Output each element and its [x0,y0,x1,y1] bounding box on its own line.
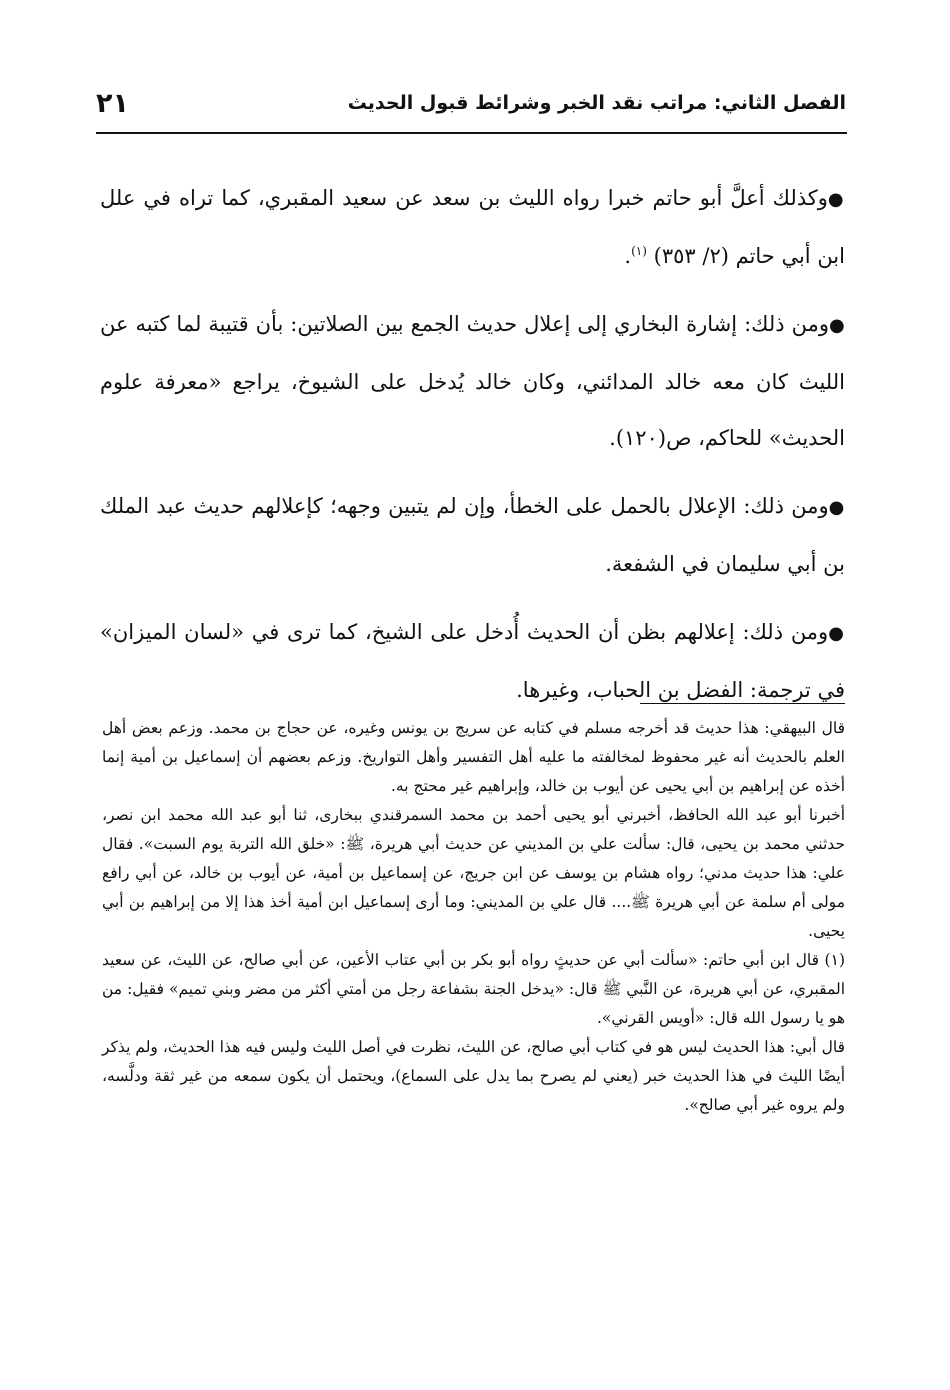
footnote-separator [640,703,845,704]
footnote-paragraph: قال البيهقي: هذا حديث قد أخرجه مسلم في كتابه عن سريج بن يونس وغيره، عن حجاج بن محمد. وزعم بعض أهل العلم بالحديث أنه غير محفوظ لمخالفته ما عليه أهل التفسير وأهل التواريخ. وزعم بعضهم أن إسماعيل بن أمية إنما أخذه عن إبراهيم بن أبي يحيى عن أيوب بن خالد، وإبراهيم غير محتج به. [102,719,845,795]
bullet-icon: ● [828,315,845,336]
bullet-icon: ● [827,189,845,210]
footnote-paragraph: قال أبي: هذا الحديث ليس هو في كتاب أبي صالح، عن الليث، نظرت في أصل الليث وليس فيه هذا الحديث، ولم يذكر أيضًا الليث في هذا الحديث خبر (يعني لم يصرح بما يدل على السماع)، ويحتمل أن يكون سمعه من غير ثقة ودلَّسه، ولم يروه غير أبي صالح». [102,1038,845,1114]
paragraph [100,296,845,466]
paragraph [100,478,845,592]
paragraph-text: ومن ذلك: الإعلال بالحمل على الخطأ، وإن لم يتبين وجهه؛ كإعلالهم حديث عبد الملك بن أبي سليمان في الشفعة. [100,494,845,576]
paragraph-text: ومن ذلك: إعلالهم بظن أن الحديث أُدخل على الشيخ، كما ترى في «لسان الميزان» في ترجمة: الفضل بن الحباب، وغيرها. [100,620,845,702]
paragraph-text: وكذلك أعلَّ أبو حاتم خبرا رواه الليث بن سعد عن سعيد المقبري، كما تراه في علل ابن أبي حاتم (٢/ ٣٥٣) [100,186,845,268]
bullet-icon: ● [828,623,845,644]
footnote-paragraph: أخبرنا أبو عبد الله الحافظ، أخبرني أبو يحيى أحمد بن محمد السمرقندي ببخارى، ثنا أبو عبد الله محمد ابن نصر، حدثني محمد بن يحيى، قال: سألت علي بن المديني عن حديث أبي هريرة، ﷺ: «خلق الله التربة يوم السبت». فقال علي: هذا حديث مدني؛ رواه هشام بن يوسف عن ابن جريج، عن إسماعيل بن أمية، عن أيوب بن خالد، عن أبي رافع مولى أم سلمة عن أبي هريرة ﷺ.... قال علي بن المديني: وما أرى إسماعيل ابن أمية أخذ هذا إلا من إبراهيم بن أبي يحيى. [102,806,845,940]
paragraph [100,170,845,284]
main-text [100,170,845,730]
chapter-title: الفصل الثاني: مراتب نقد الخبر وشرائط قبول الحديث [347,92,846,114]
header-divider [96,132,847,134]
footnotes [102,714,845,1120]
footnote-paragraph: (١) قال ابن أبي حاتم: «سألت أبي عن حديثٍ رواه أبو بكر بن أبي عتاب الأعين، عن أبي صالح، عن الليث، عن سعيد المقبري، عن أبي هريرة، عن النَّبي ﷺ قال: «يدخل الجنة بشفاعة رجل من أمتي أكثر من مضر وبني تميم» فقيل: من هو يا رسول الله قال: «أويس القرني». [102,951,845,1027]
bullet-icon: ● [828,497,845,518]
paragraph-end: . [624,244,632,268]
paragraph-text: ومن ذلك: إشارة البخاري إلى إعلال حديث الجمع بين الصلاتين: بأن قتيبة لما كتبه عن الليث كان معه خالد المدائني، وكان خالد يُدخل على الشيوخ، يراجع «معرفة علوم الحديث» للحاكم، ص(١٢٠). [100,312,845,450]
footnote-reference: (١) [631,244,647,258]
paragraph [100,604,845,718]
running-header [96,88,846,128]
page-number: ٢١ [96,88,129,119]
